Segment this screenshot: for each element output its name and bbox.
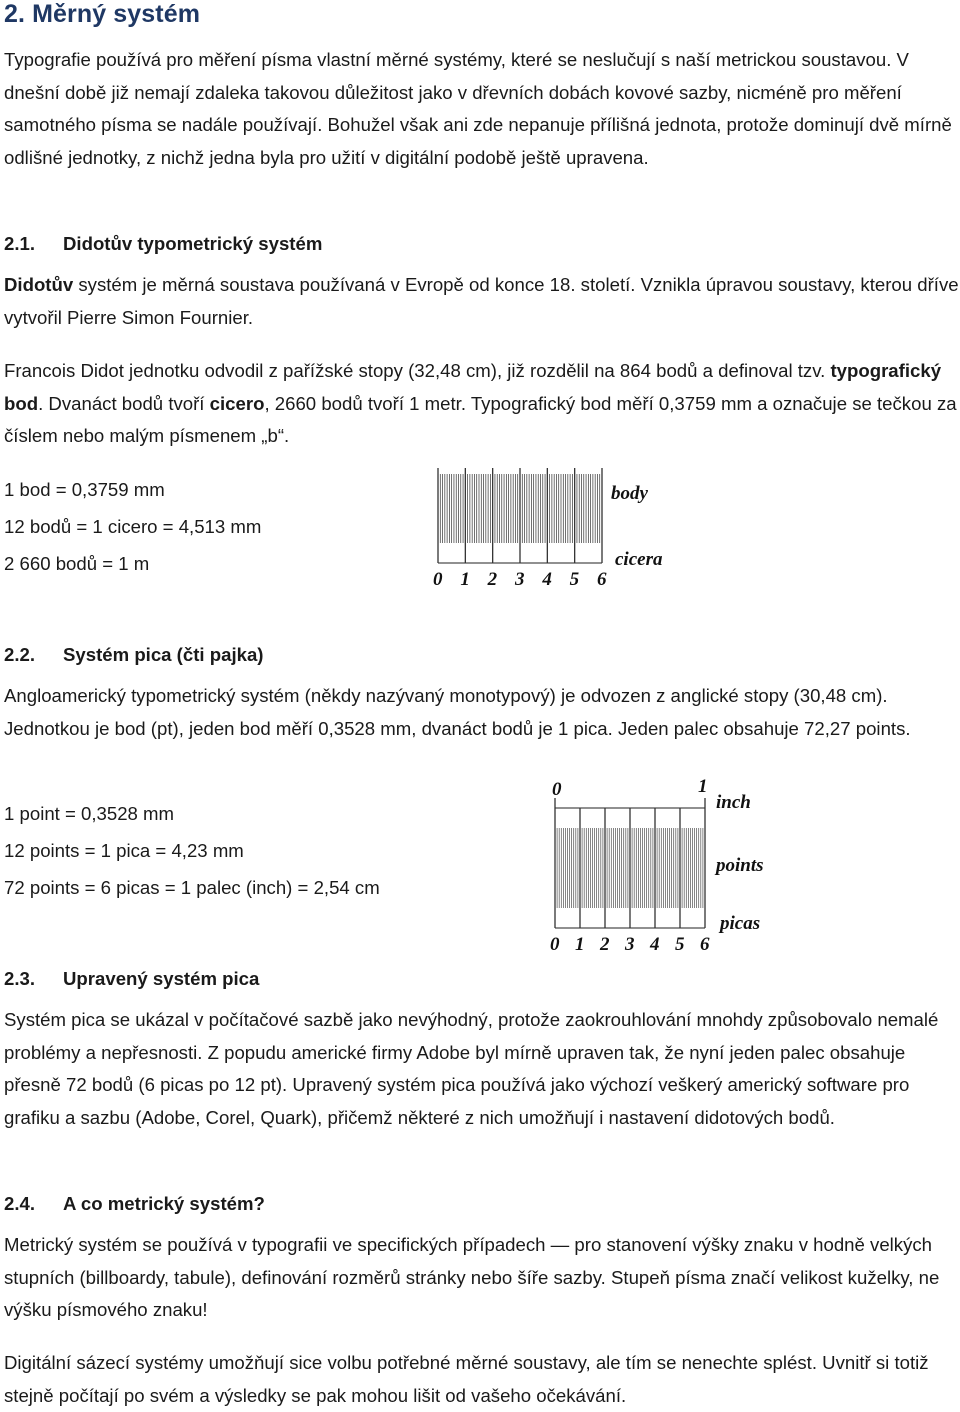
adjusted-pica-paragraph: Systém pica se ukázal v počítačové sazbě jako nevýhodný, protože zaokrouhlování mnohdy způsobovalo nemalé problémy a nepřesnosti. Z popudu americké firmy Adobe byl mírně upraven tak, že nyní jeden palec obsahuje přesně 72 bodů (6 picas po 12 pt). Upravený systém pica používá jako výchozí veškerý americký software pro grafiku a sazbu (Adobe, Corel, Quark), přičemž některé z nich umožňují i nastavení didotových bodů.	[4, 1009, 939, 1129]
ruler-label-body: body	[611, 483, 648, 504]
ruler-number: 2	[600, 934, 610, 955]
ruler-top-zero: 0	[552, 779, 562, 800]
section-number: 2.2.	[4, 644, 36, 665]
section-title: A co metrický systém?	[63, 1193, 265, 1214]
ruler-number: 5	[569, 569, 580, 590]
intro-paragraph: Typografie používá pro měření písma vlastní měrné systémy, které se neslučují s naší metrickou soustavou. V dnešní době již nemají zdaleka takovou důležitost jako v dřevních dobách kovové sazby, nicméně pro měření samotného písma se nadále používají. Bohužel však ani zde nepanuje přílišná jednota, protože dominují dvě mírně odlišné jednotky, z nichž jedna byla pro užití v digitální podobě ještě upravena.	[4, 49, 952, 169]
section-heading-2-2	[4, 640, 263, 670]
section-heading-2-3	[4, 964, 259, 994]
didot-paragraph-2: Francois Didot jednotku odvodil z pařížské stopy (32,48 cm), již rozdělil na 864 bodů a definoval tzv. typografický bod. Dvanáct bodů tvoří cicero, 2660 bodů tvoří 1 metr. Typografický bod měří 0,3759 mm a označuje se tečkou za číslem nebo malým písmenem „b“.	[4, 360, 957, 447]
ruler-number: 4	[542, 569, 552, 590]
ruler-ticks	[555, 798, 705, 928]
ruler-number: 3	[515, 569, 525, 590]
ruler-number: 0	[550, 934, 560, 955]
ruler-numbers	[433, 569, 607, 590]
equation-line: 72 points = 6 picas = 1 palec (inch) = 2,54 cm	[4, 877, 380, 898]
ruler-number: 4	[650, 934, 660, 955]
section-number: 2.4.	[4, 1193, 36, 1214]
equation-line: 1 point = 0,3528 mm	[4, 803, 175, 824]
ruler-label-points: points	[716, 855, 764, 876]
equation-line: 12 points = 1 pica = 4,23 mm	[4, 840, 244, 861]
equation-line: 2 660 bodů = 1 m	[4, 553, 150, 574]
metric-paragraph-2: Digitální sázecí systémy umožňují sice volbu potřebné měrné soustavy, ale tím se nenechte splést. Uvnitř si totiž stejně počítají po svém a výsledky se pak mohou lišit od vašeho očekávání.	[4, 1352, 929, 1406]
section-number: 2.1.	[4, 233, 36, 254]
ruler-label-inch: inch	[716, 792, 751, 813]
bold-term: typografický bod	[4, 360, 942, 414]
section-number: 2.3.	[4, 968, 36, 989]
bold-term: cicero	[209, 392, 265, 414]
equation-line: 12 bodů = 1 cicero = 4,513 mm	[4, 516, 262, 537]
ruler-number: 0	[433, 569, 443, 590]
ruler-ticks	[438, 468, 602, 563]
didot-ruler-figure	[425, 468, 675, 593]
ruler-number: 3	[625, 934, 635, 955]
equation-line: 1 bod = 0,3759 mm	[4, 479, 165, 500]
section-heading-2-4	[4, 1189, 265, 1219]
ruler-number: 6	[597, 569, 607, 590]
ruler-label-cicera: cicera	[615, 549, 663, 570]
metric-paragraph-1: Metrický systém se používá v typografii ve specifických případech — pro stanovení výšky znaku v hodně velkých stupních (billboardy, tabule), definování rozměrů stránky nebo šíře sazby. Stupeň písma značí velikost kuželky, ne výšku písmového znaku!	[4, 1234, 940, 1321]
ruler-number: 2	[487, 569, 498, 590]
ruler-numbers	[550, 934, 710, 955]
pica-paragraph: Angloamerický typometrický systém (někdy nazývaný monotypový) je odvozen z anglické stopy (30,48 cm). Jednotkou je bod (pt), jeden bod měří 0,3528 mm, dvanáct bodů je 1 pica. Jeden palec obsahuje 72,27 points.	[4, 685, 911, 739]
ruler-number: 1	[575, 934, 585, 955]
section-title: Upravený systém pica	[63, 968, 260, 989]
ruler-number: 5	[675, 934, 685, 955]
bold-term: Didotův	[4, 274, 74, 295]
ruler-label-picas: picas	[720, 913, 761, 934]
didot-paragraph-1: Didotův systém je měrná soustava používaná v Evropě od konce 18. století. Vznikla úpravou soustavy, kterou dříve vytvořil Pierre Simon Fournier.	[4, 274, 959, 328]
section-heading-2-1	[4, 229, 322, 259]
ruler-number: 1	[460, 569, 470, 590]
section-title: Didotův typometrický systém	[63, 233, 323, 254]
ruler-number: 6	[700, 934, 710, 955]
pica-ruler-figure	[540, 768, 780, 958]
ruler-top-one: 1	[698, 776, 708, 797]
section-title: Systém pica (čti pajka)	[63, 644, 264, 665]
page-title: 2. Měrný systém	[4, 0, 201, 28]
